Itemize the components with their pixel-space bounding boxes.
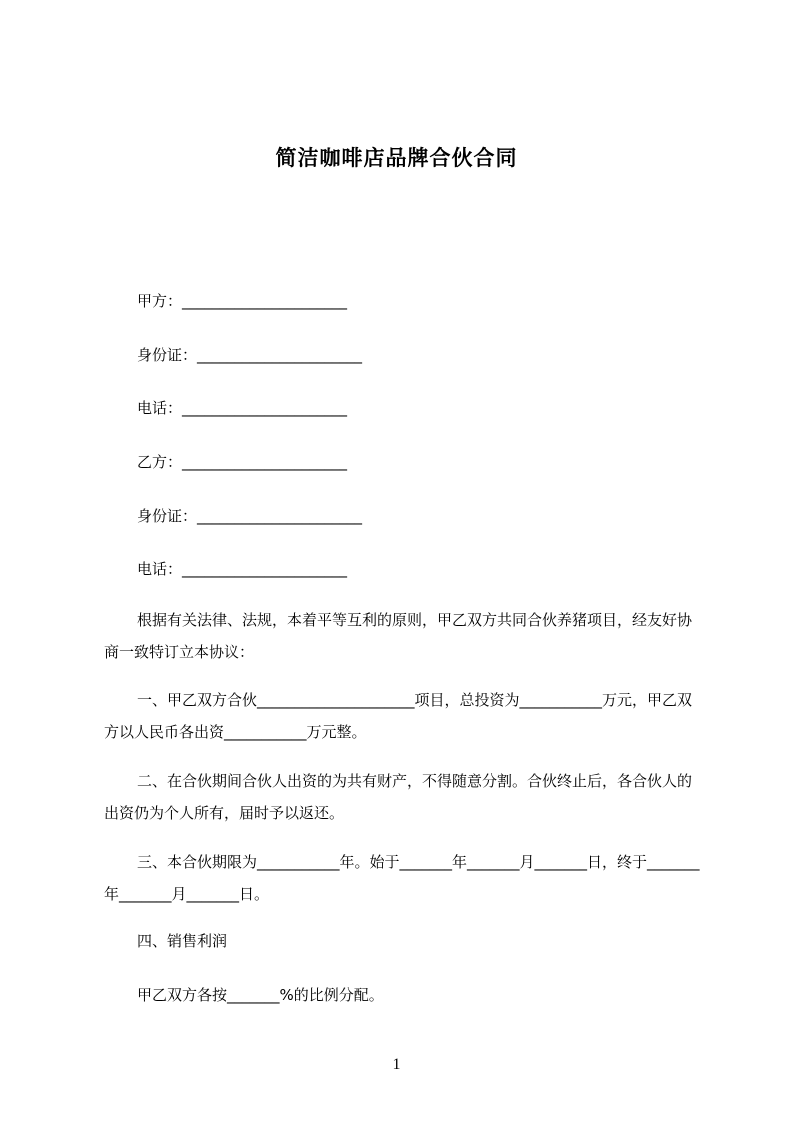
clause-4-text: 甲乙双方各按_______%的比例分配。 bbox=[137, 986, 384, 1004]
party-b-id-line: 身份证：______________________ bbox=[137, 507, 363, 525]
party-b-phone-line: 电话：______________________ bbox=[137, 560, 348, 578]
clause-3-paragraph: 三、本合伙期限为___________年。始于_______年_______月_______日，终于_______年_______月_______日。 bbox=[104, 853, 700, 903]
document-title: 简洁咖啡店品牌合伙合同 bbox=[275, 146, 518, 170]
clause-4-heading: 四、销售利润 bbox=[137, 932, 228, 950]
page-number: 1 bbox=[392, 1056, 401, 1073]
party-a-id-line: 身份证：______________________ bbox=[137, 346, 363, 364]
clause-2-paragraph: 二、在合伙期间合伙人出资的为共有财产，不得随意分割。合伙终止后，各合伙人的出资仍为个人所有，届时予以返还。 bbox=[104, 772, 693, 822]
clause-1-paragraph: 一、甲乙双方合伙_____________________项目，总投资为___________万元，甲乙双方以人民币各出资___________万元整。 bbox=[104, 691, 693, 741]
party-a-name-line: 甲方：______________________ bbox=[137, 292, 348, 310]
party-a-phone-line: 电话：______________________ bbox=[137, 399, 348, 417]
preamble-paragraph: 根据有关法律、法规，本着平等互利的原则，甲乙双方共同合伙养猪项目，经友好协商一致特订立本协议： bbox=[104, 611, 693, 661]
party-b-name-line: 乙方：______________________ bbox=[137, 453, 348, 471]
